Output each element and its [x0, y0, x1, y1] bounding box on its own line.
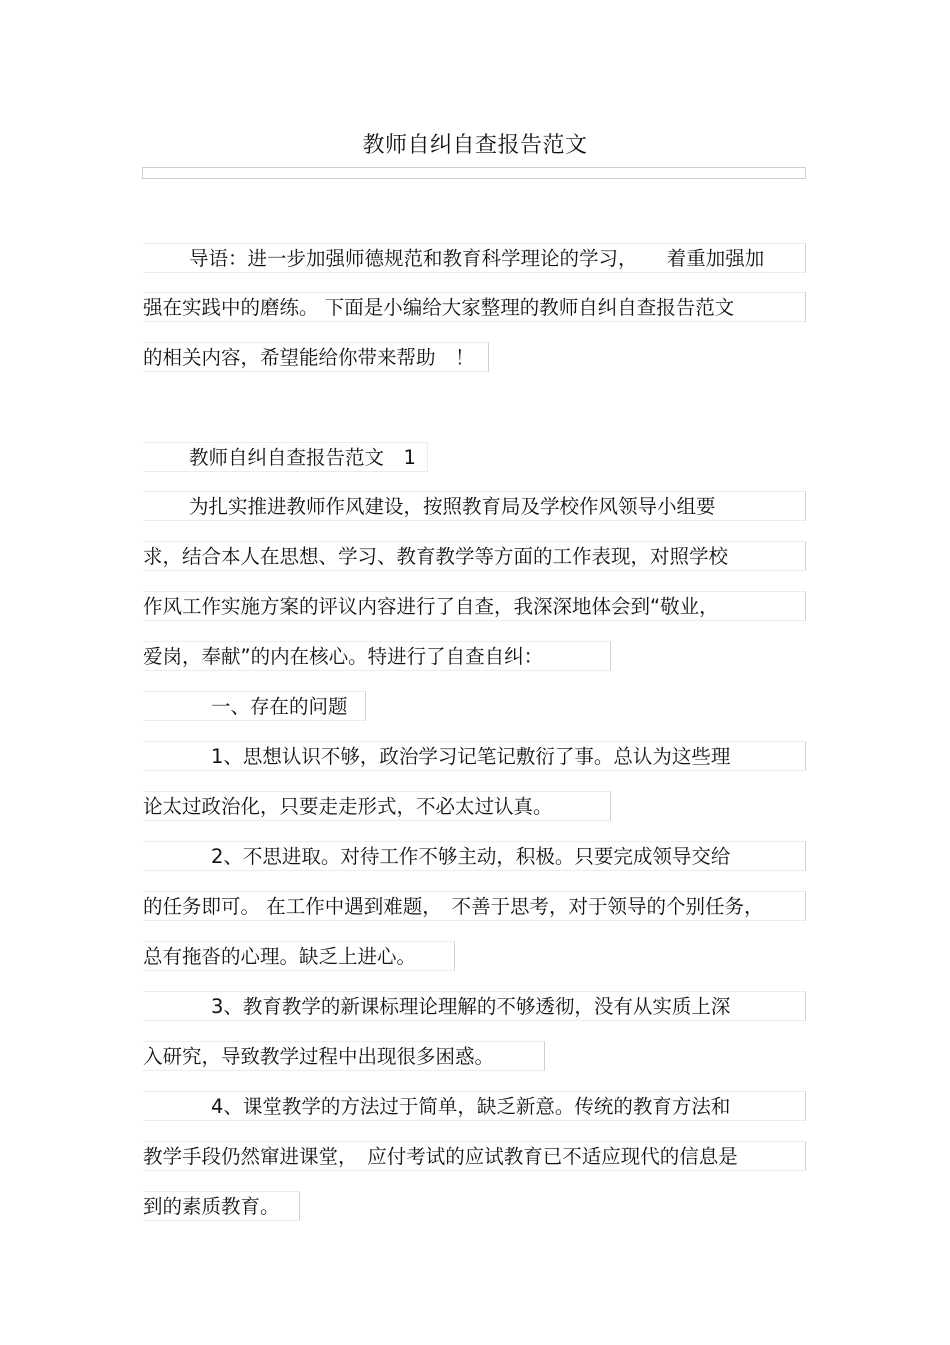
document-title: 教师自纠自查报告范文 — [362, 133, 588, 158]
intro-line-2: 强在实践中的磨练。 下面是小编给大家整理的教师自纠自查报告范文 — [143, 292, 806, 322]
item2-line-1: 2、不思进取。对待工作不够主动，积极。只要完成领导交给 — [143, 841, 806, 871]
para1-line-1: 为扎实推进教师作风建设，按照教育局及学校作风领导小组要 — [143, 491, 806, 521]
para1-line-3: 作风工作实施方案的评议内容进行了自查，我深深地体会到“敬业， — [143, 591, 806, 621]
section-heading: 教师自纠自查报告范文 1 — [143, 442, 428, 472]
item4-line-3: 到的素质教育。 — [143, 1191, 300, 1221]
intro-line-3: 的相关内容，希望能给你带来帮助 ！ — [143, 342, 489, 372]
item4-line-2: 教学手段仍然窜进课堂， 应付考试的应试教育已不适应现代的信息是 — [143, 1141, 806, 1171]
item2-line-3: 总有拖沓的心理。缺乏上进心。 — [143, 941, 455, 971]
item3-line-1: 3、教育教学的新课标理论理解的不够透彻，没有从实质上深 — [143, 991, 806, 1021]
item4-line-1: 4、课堂教学的方法过于简单，缺乏新意。传统的教育方法和 — [143, 1091, 806, 1121]
para1-line-2: 求，结合本人在思想、学习、教育教学等方面的工作表现，对照学校 — [143, 541, 806, 571]
para1-line-4: 爱岗，奉献”的内在核心。特进行了自查自纠： — [143, 641, 611, 671]
item1-line-1: 1、思想认识不够，政治学习记笔记敷衍了事。总认为这些理 — [143, 741, 806, 771]
item3-line-2: 入研究，导致教学过程中出现很多困惑。 — [143, 1041, 545, 1071]
intro-line-1: 导语：进一步加强师德规范和教育科学理论的学习， 着重加强加 — [143, 243, 806, 273]
subheading-problems: 一、存在的问题 — [143, 691, 366, 721]
item2-line-2: 的任务即可。 在工作中遇到难题， 不善于思考，对于领导的个别任务， — [143, 891, 806, 921]
title-underline-box — [142, 167, 806, 179]
item1-line-2: 论太过政治化，只要走走形式，不必太过认真。 — [143, 791, 611, 821]
